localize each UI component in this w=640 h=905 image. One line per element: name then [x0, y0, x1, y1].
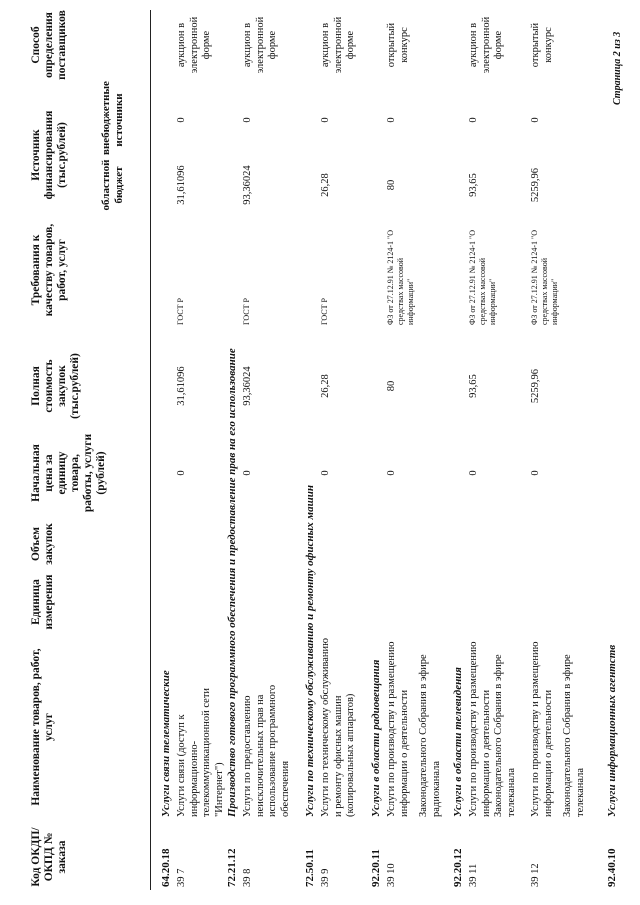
- item-name-cont: Законодательного Собрания в эфире радиоканала: [418, 654, 442, 817]
- section-title: Производство готового программного обеспечения и предоставление прав на его использование: [226, 348, 238, 817]
- item-total: 80: [386, 380, 397, 392]
- item-requirements: ФЗ от 27.12.91 № 2124-1 "О средствах массовой информации": [386, 229, 415, 325]
- section-divider: [150, 10, 151, 890]
- item-price: 0: [176, 470, 187, 476]
- item-method: аукцион в электронной форме: [468, 16, 504, 74]
- header-source-extra: внебюджетные источники: [100, 81, 125, 155]
- item-total: 93,65: [468, 374, 479, 398]
- header-volume: Объем закупок: [30, 523, 55, 565]
- header-source: Источник финансирования (тыс.рублей): [30, 110, 68, 200]
- item-extra: 0: [386, 117, 397, 123]
- order-number: 39 12: [530, 863, 541, 887]
- section-title: Услуги информационных агентств: [606, 644, 618, 817]
- item-requirements: ГОСТ Р: [320, 298, 329, 325]
- item-budget: 31,61096: [176, 165, 187, 205]
- item-total: 5259,96: [530, 368, 541, 404]
- item-extra: 0: [176, 117, 187, 123]
- section-code: 92.20.11: [370, 849, 382, 887]
- item-method: аукцион в электронной форме: [320, 16, 356, 74]
- item-budget: 26,28: [320, 173, 331, 197]
- item-extra: 0: [468, 117, 479, 123]
- header-name: Наименование товаров, работ, услуг: [30, 648, 55, 806]
- section-title: Услуги по техническому обслуживанию и ремонту офисных машин: [304, 485, 316, 817]
- item-name: Услуги по производству и размещению информации о деятельности Законодательного Собрания в эфире телеканала: [468, 641, 517, 817]
- item-price: 0: [320, 470, 331, 476]
- section-code: 64.20.18: [160, 848, 172, 887]
- item-price: 0: [242, 470, 253, 476]
- page-number: Страница 2 из 3: [612, 31, 623, 105]
- item-total: 31,61096: [176, 366, 187, 406]
- item-requirements: ФЗ от 27.12.91 № 2124-1 "О средствах массовой информации": [468, 229, 497, 325]
- item-method: аукцион в электронной форме: [242, 16, 278, 74]
- order-number: 39 7: [176, 868, 187, 887]
- section-code: 72.21.12: [226, 848, 238, 887]
- item-total: 93,36024: [242, 366, 253, 406]
- header-total: Полная стоимость закупок (тыс.рублей): [30, 353, 81, 419]
- section-title: Услуги в области телевидения: [452, 667, 464, 817]
- item-requirements: ФЗ от 27.12.91 № 2124-1 "О средствах массовой информации": [530, 229, 559, 325]
- section-code: 92.20.12: [452, 848, 464, 887]
- item-requirements: ГОСТ Р: [176, 298, 185, 325]
- item-extra: 0: [320, 117, 331, 123]
- item-budget: 93,65: [468, 173, 479, 197]
- item-name: Услуги по техническому обслуживанию и ремонту офисных машин (копировальных аппаратов): [320, 637, 356, 817]
- item-extra: 0: [242, 117, 253, 123]
- item-budget: 5259,96: [530, 167, 541, 203]
- item-method: аукцион в электронной форме: [176, 16, 212, 74]
- item-price: 0: [386, 470, 397, 476]
- header-unit: Единица измерения: [30, 574, 55, 630]
- item-total: 26,28: [320, 374, 331, 398]
- header-method: Способ определения поставщиков: [30, 10, 68, 80]
- header-requirements: Требования к качеству товаров, работ, услуг: [30, 223, 68, 317]
- item-method: открытый конкурс: [386, 22, 410, 68]
- item-price: 0: [468, 470, 479, 476]
- order-number: 39 8: [242, 868, 253, 887]
- item-name-cont: Законодательного Собрания в эфире телеканала: [562, 654, 586, 817]
- section-code: 92.40.10: [606, 848, 618, 887]
- item-extra: 0: [530, 117, 541, 123]
- section-title: Услуги связи телематические: [160, 670, 172, 817]
- item-name: Услуги по производству и размещению информации о деятельности: [386, 641, 410, 817]
- item-name: Услуги по предоставлению неисключительных прав на использование программного обеспечения: [242, 684, 291, 817]
- order-number: 39 10: [386, 863, 397, 887]
- item-name: Услуги связи (доступ к информационно-телекоммуникационной сети "Интернет"): [176, 687, 225, 817]
- item-requirements: ГОСТ Р: [242, 298, 251, 325]
- header-code: Код ОКДП/ ОКПД № заказа: [30, 827, 68, 887]
- header-price: Начальная цена за единицу товара, работы, услуги (рублей): [30, 433, 107, 513]
- header-source-budget: областной бюджет: [100, 159, 125, 211]
- order-number: 39 11: [468, 863, 479, 887]
- item-budget: 80: [386, 179, 397, 191]
- item-budget: 93,36024: [242, 165, 253, 205]
- item-method: открытый конкурс: [530, 22, 554, 68]
- item-price: 0: [530, 470, 541, 476]
- order-number: 39 9: [320, 868, 331, 887]
- section-title: Услуги в области радиовещания: [370, 659, 382, 817]
- item-name: Услуги по производству и размещению информации о деятельности: [530, 641, 554, 817]
- section-code: 72.50.11: [304, 849, 316, 887]
